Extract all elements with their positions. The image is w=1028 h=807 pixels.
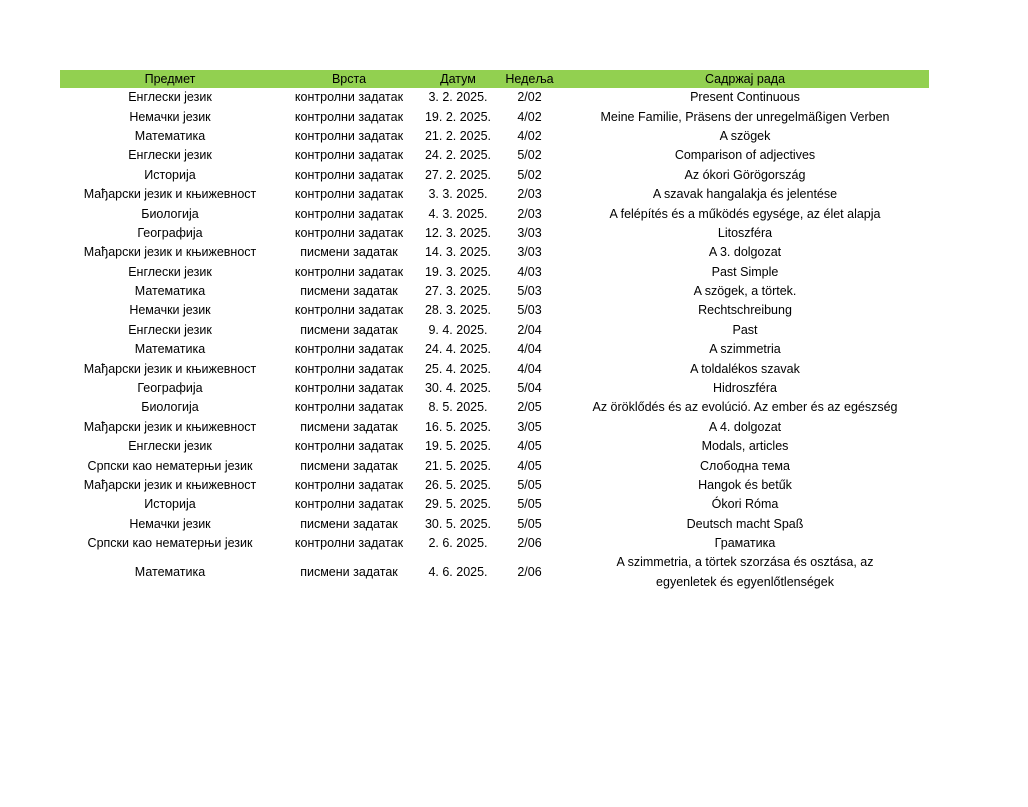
cell-subject: Математика [134, 342, 206, 357]
cell-content: A toldalékos szavak [690, 361, 800, 376]
header-subject: Предмет [60, 70, 280, 88]
cell-subject: Биологија [141, 206, 199, 221]
table-row [60, 553, 929, 592]
cell-week: 4/05 [517, 439, 542, 454]
cell-date: 9. 4. 2025. [428, 322, 488, 337]
table-row [60, 398, 929, 417]
cell-type: контролни задатак [294, 361, 404, 376]
cell-content: Deutsch macht Spaß [686, 516, 804, 531]
header-type: Врста [280, 70, 418, 88]
cell-subject: Немачки језик [129, 303, 211, 318]
table-body [60, 88, 929, 592]
cell-type: писмени задатак [300, 245, 398, 260]
cell-content: A szimmetria, a törtek szorzása és osztása, az egyenletek és egyenlőtlenségek [616, 555, 874, 589]
cell-subject: Мађарски језик и књижевност [83, 478, 257, 492]
cell-content: Modals, articles [701, 439, 789, 454]
cell-week: 2/06 [517, 536, 542, 551]
table-row [60, 534, 929, 553]
cell-date: 3. 3. 2025. [428, 187, 488, 202]
cell-subject: Математика [134, 128, 206, 143]
cell-week: 5/05 [517, 516, 542, 531]
cell-week: 4/02 [517, 109, 542, 124]
cell-subject: Географија [137, 381, 203, 396]
cell-week: 2/04 [517, 322, 542, 337]
cell-content: A szögek [719, 128, 771, 143]
cell-type: контролни задатак [294, 90, 404, 105]
table-row [60, 456, 929, 475]
table-row [60, 282, 929, 301]
cell-subject: Историја [144, 167, 196, 182]
cell-content: Hangok és betűk [698, 478, 792, 492]
cell-subject: Мађарски језик и књижевност [83, 187, 257, 202]
cell-date: 24. 2. 2025. [424, 148, 492, 163]
cell-date: 19. 5. 2025. [424, 439, 492, 454]
cell-date: 2. 6. 2025. [428, 536, 488, 551]
table-row [60, 127, 929, 146]
cell-content: A szögek, a törtek. [693, 284, 797, 299]
cell-subject: Мађарски језик и књижевност [83, 361, 257, 376]
header-row [60, 70, 929, 88]
cell-content: Past [732, 322, 758, 337]
cell-date: 27. 3. 2025. [424, 284, 492, 299]
cell-week: 4/04 [517, 361, 542, 376]
cell-week: 2/02 [517, 90, 542, 105]
cell-week: 4/02 [517, 128, 542, 143]
cell-content: Past Simple [711, 264, 779, 279]
cell-week: 5/04 [517, 381, 542, 396]
cell-week: 5/03 [517, 284, 542, 299]
cell-subject: Енглески језик [128, 322, 212, 337]
cell-subject: Енглески језик [128, 439, 212, 454]
cell-subject: Географија [137, 225, 203, 240]
cell-type: контролни задатак [294, 381, 404, 396]
cell-week: 4/03 [517, 264, 542, 279]
cell-type: писмени задатак [300, 322, 398, 337]
cell-date: 8. 5. 2025. [428, 400, 488, 415]
cell-content: A szavak hangalakja és jelentése [652, 187, 838, 202]
cell-subject: Мађарски језик и књижевност [83, 419, 257, 434]
cell-content: A felépítés és a működés egysége, az élet alapja [609, 206, 881, 221]
cell-content: Hidroszféra [713, 381, 777, 396]
cell-content: A szimmetria [709, 342, 781, 357]
cell-type: контролни задатак [294, 342, 404, 357]
cell-week: 3/05 [517, 419, 542, 434]
table-row [60, 185, 929, 204]
cell-content: A 3. dolgozat [708, 245, 782, 260]
cell-date: 24. 4. 2025. [424, 342, 492, 357]
cell-date: 26. 5. 2025. [424, 478, 492, 492]
table-row [60, 88, 929, 107]
cell-subject: Немачки језик [129, 109, 211, 124]
cell-subject: Биологија [141, 400, 199, 415]
schedule-table [60, 70, 929, 592]
table-row [60, 263, 929, 282]
cell-content: Meine Familie, Präsens der unregelmäßigen Verben [600, 109, 890, 124]
cell-date: 30. 5. 2025. [424, 516, 492, 531]
cell-date: 25. 4. 2025. [424, 361, 492, 376]
cell-week: 2/05 [517, 400, 542, 415]
table-row [60, 321, 929, 340]
cell-type: контролни задатак [294, 167, 404, 182]
cell-week: 2/03 [517, 187, 542, 202]
cell-type: контролни задатак [294, 264, 404, 279]
cell-week: 2/03 [517, 206, 542, 221]
cell-content: Ókori Róma [711, 497, 779, 512]
cell-week: 3/03 [517, 245, 542, 260]
table-row [60, 204, 929, 223]
cell-date: 30. 4. 2025. [424, 381, 492, 396]
cell-week: 5/02 [517, 167, 542, 182]
cell-type: контролни задатак [294, 400, 404, 415]
header-date: Датум [418, 70, 498, 88]
cell-subject: Немачки језик [129, 516, 211, 531]
cell-subject: Мађарски језик и књижевност [83, 245, 257, 260]
cell-date: 27. 2. 2025. [424, 167, 492, 182]
cell-type: писмени задатак [300, 516, 398, 531]
cell-date: 16. 5. 2025. [424, 419, 492, 434]
cell-type: контролни задатак [294, 478, 404, 492]
cell-week: 5/05 [517, 478, 542, 492]
header-week: Недеља [498, 70, 561, 88]
cell-type: контролни задатак [294, 206, 404, 221]
cell-type: писмени задатак [300, 284, 398, 299]
table-row [60, 418, 929, 437]
table-row [60, 379, 929, 398]
cell-type: контролни задатак [294, 187, 404, 202]
cell-week: 2/06 [517, 565, 542, 580]
cell-date: 28. 3. 2025. [424, 303, 492, 318]
table-row [60, 107, 929, 126]
cell-subject: Енглески језик [128, 148, 212, 163]
cell-type: контролни задатак [294, 225, 404, 240]
cell-week: 5/03 [517, 303, 542, 318]
cell-type: контролни задатак [294, 439, 404, 454]
cell-date: 4. 6. 2025. [428, 565, 488, 580]
table-row [60, 166, 929, 185]
cell-date: 21. 2. 2025. [424, 128, 492, 143]
cell-date: 14. 3. 2025. [424, 245, 492, 260]
cell-date: 19. 3. 2025. [424, 264, 492, 279]
cell-type: писмени задатак [300, 419, 398, 434]
table-row [60, 224, 929, 243]
cell-week: 3/03 [517, 225, 542, 240]
table-row [60, 340, 929, 359]
cell-content: Граматика [714, 536, 776, 551]
cell-date: 3. 2. 2025. [428, 90, 488, 105]
cell-content: Rechtschreibung [698, 303, 792, 318]
table-row [60, 515, 929, 534]
cell-content: Az ókori Görögország [684, 167, 806, 182]
table-row [60, 476, 929, 495]
cell-type: контролни задатак [294, 497, 404, 512]
cell-week: 5/05 [517, 497, 542, 512]
cell-week: 4/04 [517, 342, 542, 357]
table-row [60, 495, 929, 514]
cell-content: Comparison of adjectives [674, 148, 816, 163]
cell-content: Az öröklődés és az evolúció. Az ember és az egészség [592, 400, 898, 415]
cell-week: 4/05 [517, 458, 542, 473]
cell-subject: Српски као нематерњи језик [87, 536, 253, 551]
cell-type: контролни задатак [294, 128, 404, 143]
cell-week: 5/02 [517, 148, 542, 163]
table-row [60, 301, 929, 320]
cell-content: Litoszféra [717, 225, 773, 240]
cell-subject: Математика [134, 284, 206, 299]
cell-type: писмени задатак [300, 458, 398, 473]
cell-content: Present Continuous [690, 90, 800, 105]
table-row [60, 146, 929, 165]
cell-subject: Енглески језик [128, 264, 212, 279]
cell-content: Слободна тема [700, 458, 790, 473]
table-row [60, 437, 929, 456]
cell-type: контролни задатак [294, 109, 404, 124]
cell-date: 29. 5. 2025. [424, 497, 492, 512]
cell-date: 21. 5. 2025. [424, 458, 492, 473]
cell-type: контролни задатак [294, 148, 404, 163]
cell-subject: Историја [144, 497, 196, 512]
header-content: Садржај рада [561, 70, 929, 88]
cell-subject: Математика [134, 565, 206, 580]
cell-type: контролни задатак [294, 536, 404, 551]
table-row [60, 359, 929, 378]
cell-type: контролни задатак [294, 303, 404, 318]
cell-date: 12. 3. 2025. [424, 225, 492, 240]
table-row [60, 243, 929, 262]
cell-content: A 4. dolgozat [708, 419, 782, 434]
cell-date: 4. 3. 2025. [428, 206, 488, 221]
cell-subject: Српски као нематерњи језик [87, 458, 253, 473]
cell-subject: Енглески језик [128, 90, 212, 105]
cell-type: писмени задатак [300, 565, 398, 580]
cell-date: 19. 2. 2025. [424, 109, 492, 124]
